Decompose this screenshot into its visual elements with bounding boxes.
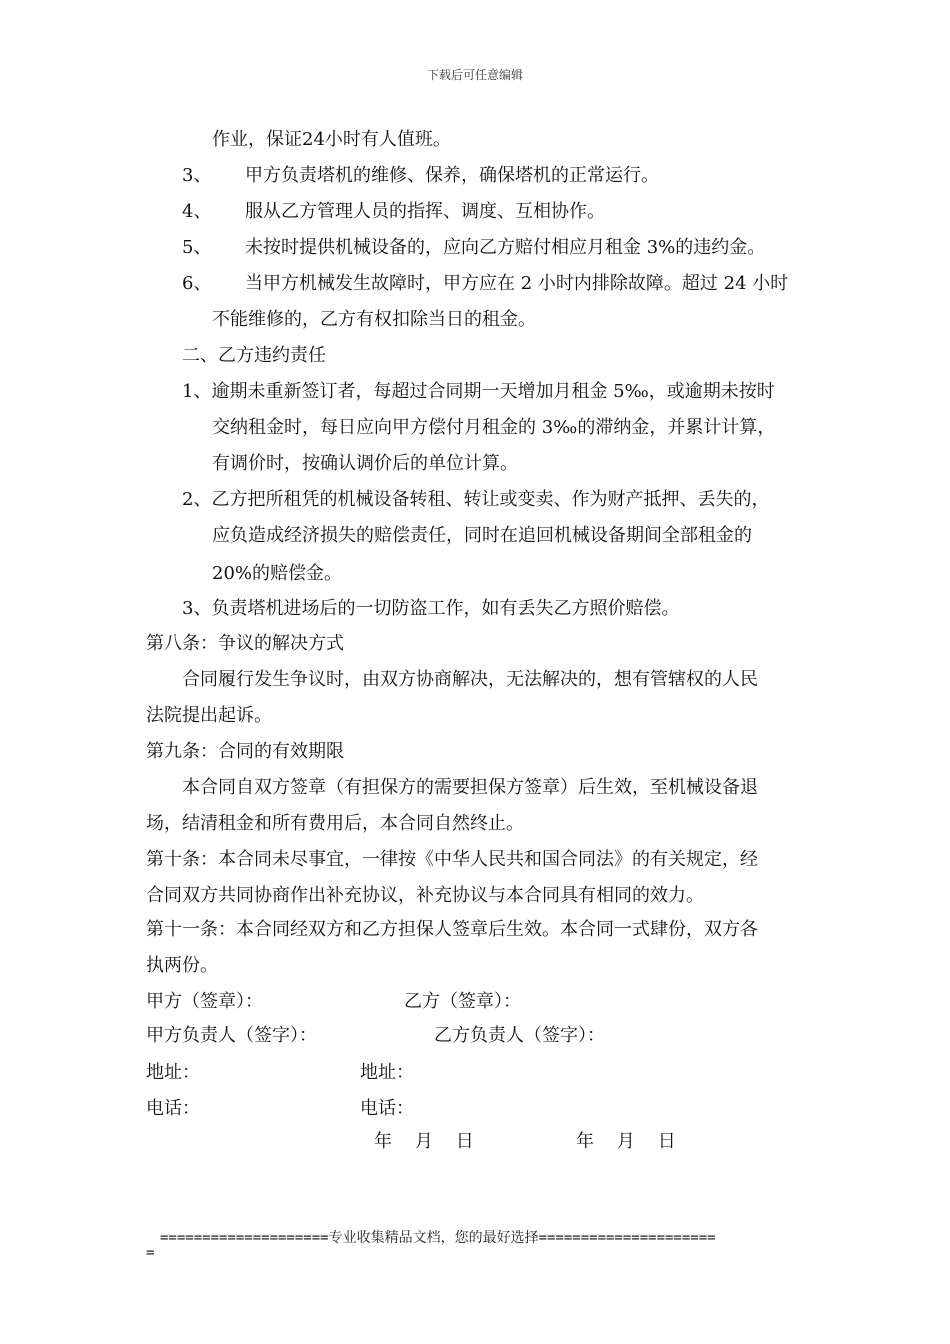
paragraph-continuation: 作业，保证24小时有人值班。 — [212, 129, 451, 150]
b2-line1: 2、乙方把所租凭的机械设备转租、转让或变卖、作为财产抵押、丢失的， — [182, 489, 770, 510]
item-5-number: 5、 — [182, 237, 212, 258]
item-6-text-line2: 不能维修的，乙方有权扣除当日的租金。 — [212, 309, 536, 330]
page-header: 下载后可任意编辑 — [426, 68, 523, 82]
party-b-seal-label: 乙方（签章）： — [404, 991, 521, 1012]
party-b-rep-label: 乙方负责人（签字）： — [434, 1025, 605, 1046]
item-3-text: 甲方负责塔机的维修、保养，确保塔机的正常运行。 — [245, 165, 659, 186]
article-8-line2: 法院提出起诉。 — [146, 705, 272, 726]
party-a-seal-label: 甲方（签章）： — [146, 991, 263, 1012]
b1-line2: 交纳租金时，每日应向甲方偿付月租金的 3‰的滞纳金，并累计计算， — [212, 417, 776, 438]
item-6-text-line1: 当甲方机械发生故障时，甲方应在 2 小时内排除故障。超过 24 小时 — [245, 273, 789, 294]
party-b-date: 年 月 日 — [576, 1131, 676, 1152]
section-title-party-b-liability: 二、乙方违约责任 — [182, 345, 326, 366]
party-a-date: 年 月 日 — [374, 1131, 474, 1152]
item-3-number: 3、 — [182, 165, 212, 186]
party-a-phone-label: 电话： — [146, 1098, 200, 1119]
b2-line3: 20%的赔偿金。 — [212, 563, 343, 584]
party-a-address-label: 地址： — [146, 1062, 200, 1083]
item-4-text: 服从乙方管理人员的指挥、调度、互相协作。 — [245, 201, 605, 222]
article-9-line2: 场，结清租金和所有费用后，本合同自然终止。 — [146, 813, 524, 834]
footer-banner: ====================专业收集精品文档，您的最好选择===================== — [160, 1230, 716, 1246]
b1-line3: 有调价时，按确认调价后的单位计算。 — [212, 453, 518, 474]
party-b-address-label: 地址： — [360, 1062, 414, 1083]
article-10-line1: 第十条：本合同未尽事宜，一律按《中华人民共和国合同法》的有关规定，经 — [146, 849, 758, 870]
b1-line1: 1、逾期未重新签订者，每超过合同期一天增加月租金 5‰，或逾期未按时 — [182, 381, 775, 402]
item-5-text: 未按时提供机械设备的，应向乙方赔付相应月租金 3%的违约金。 — [245, 237, 766, 258]
footer-banner-wrap: = — [146, 1245, 155, 1261]
article-11-line2: 执两份。 — [146, 955, 218, 976]
article-9-title: 第九条：合同的有效期限 — [146, 741, 344, 762]
article-8-line1: 合同履行发生争议时，由双方协商解决，无法解决的，想有管辖权的人民 — [182, 669, 758, 690]
party-b-phone-label: 电话： — [360, 1098, 414, 1119]
b2-line2: 应负造成经济损失的赔偿责任，同时在追回机械设备期间全部租金的 — [212, 525, 752, 546]
party-a-rep-label: 甲方负责人（签字）： — [146, 1025, 317, 1046]
item-4-number: 4、 — [182, 201, 212, 222]
item-6-number: 6、 — [182, 273, 212, 294]
b3-line: 3、负责塔机进场后的一切防盗工作，如有丢失乙方照价赔偿。 — [182, 598, 680, 619]
article-10-line2: 合同双方共同协商作出补充协议，补充协议与本合同具有相同的效力。 — [146, 885, 704, 906]
article-11-line1: 第十一条：本合同经双方和乙方担保人签章后生效。本合同一式肆份，双方各 — [146, 919, 758, 940]
article-9-line1: 本合同自双方签章（有担保方的需要担保方签章）后生效，至机械设备退 — [182, 777, 758, 798]
article-8-title: 第八条：争议的解决方式 — [146, 633, 344, 654]
